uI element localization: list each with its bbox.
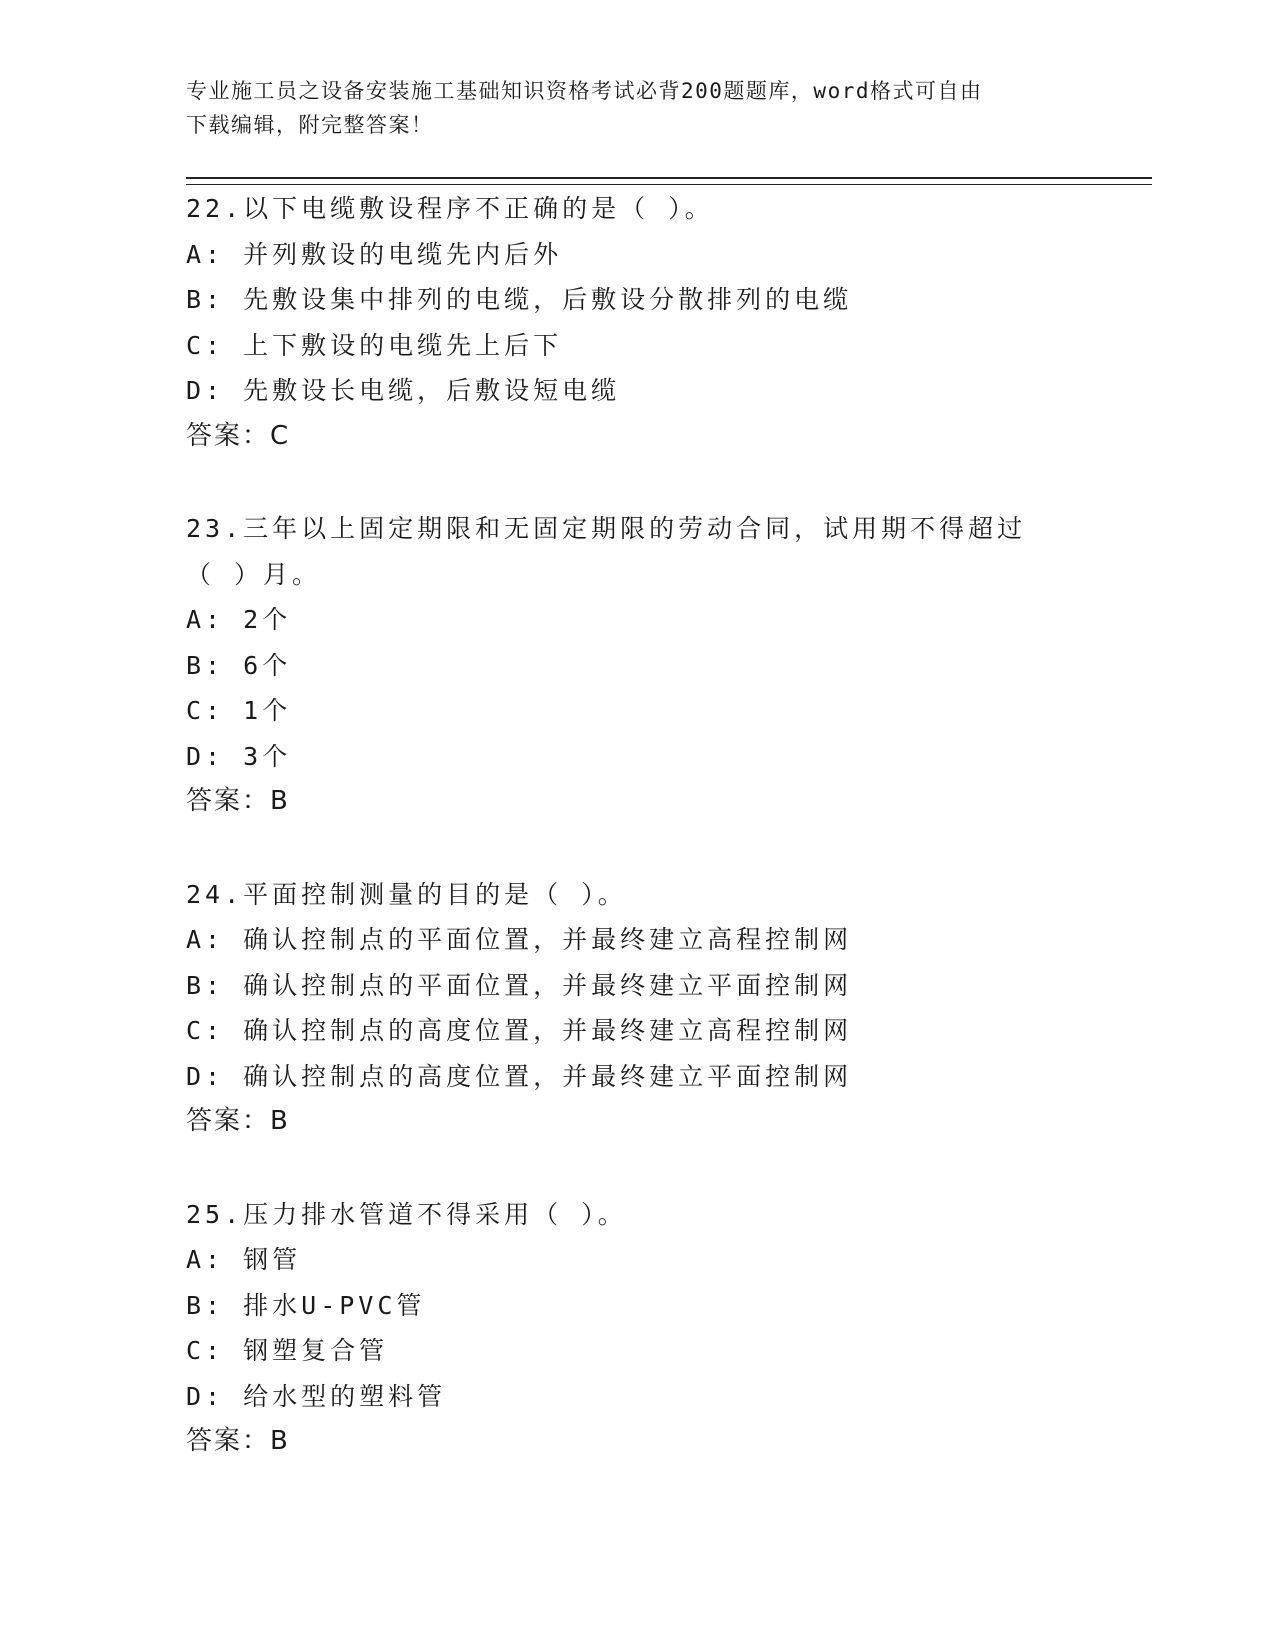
question-22	[186, 186, 1086, 459]
header-title-line-1: 专业施工员之设备安装施工基础知识资格考试必背200题题库，word格式可自由	[186, 79, 983, 103]
option-c: C: 确认控制点的高度位置，并最终建立高程控制网	[186, 1016, 853, 1045]
question-23	[186, 506, 1086, 825]
document-header	[186, 74, 1086, 142]
question-stem: 22.以下电缆敷设程序不正确的是（ ）。	[186, 194, 714, 223]
option-b: B: 6个	[186, 650, 292, 680]
option-d: D: 确认控制点的高度位置，并最终建立平面控制网	[186, 1061, 853, 1091]
option-a: A: 钢管	[186, 1245, 302, 1274]
option-c: C: 上下敷设的电缆先上后下	[186, 330, 563, 360]
question-25	[186, 1192, 1086, 1465]
question-stem: 23.三年以上固定期限和无固定期限的劳动合同，试用期不得超过（ ）月。	[186, 514, 1027, 589]
header-title-line-2: 下载编辑，附完整答案！	[186, 113, 434, 137]
answer-label: 答案：B	[186, 1106, 290, 1136]
option-d: D: 给水型的塑料管	[186, 1381, 447, 1411]
option-b: B: 先敷设集中排列的电缆，后敷设分散排列的电缆	[186, 285, 853, 314]
answer-label: 答案：C	[186, 420, 291, 451]
header-divider	[186, 177, 1152, 185]
question-list	[186, 186, 1086, 1512]
option-a: A: 2个	[186, 605, 292, 634]
question-24	[186, 872, 1086, 1145]
question-stem: 24.平面控制测量的目的是（ ）。	[186, 879, 627, 909]
option-d: D: 3个	[186, 741, 292, 771]
question-stem: 25.压力排水管道不得采用（ ）。	[186, 1199, 627, 1229]
answer-label: 答案：B	[186, 786, 290, 816]
option-c: C: 钢塑复合管	[186, 1336, 389, 1365]
option-b: B: 确认控制点的平面位置，并最终建立平面控制网	[186, 970, 853, 1000]
option-c: C: 1个	[186, 696, 292, 725]
option-b: B: 排水U-PVC管	[186, 1290, 426, 1320]
option-a: A: 并列敷设的电缆先内后外	[186, 239, 563, 269]
option-a: A: 确认控制点的平面位置，并最终建立高程控制网	[186, 925, 853, 954]
answer-label: 答案：B	[186, 1426, 290, 1456]
option-d: D: 先敷设长电缆，后敷设短电缆	[186, 376, 621, 405]
